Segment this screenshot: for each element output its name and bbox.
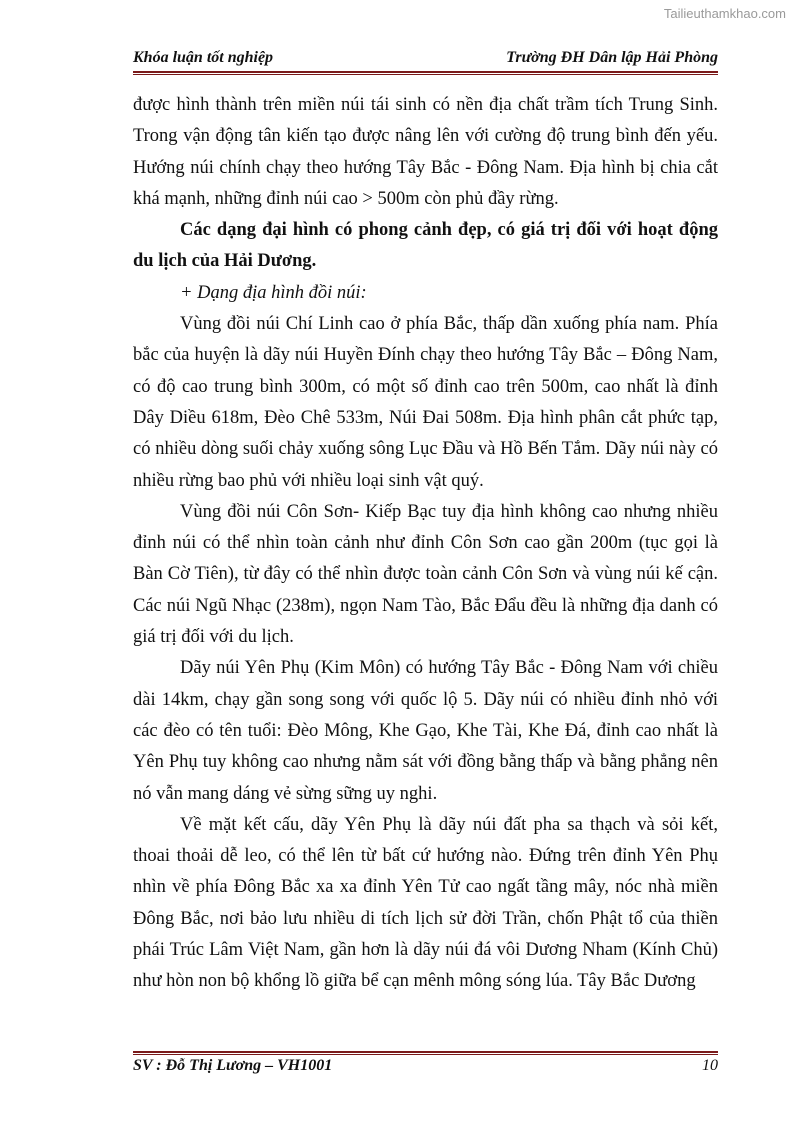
header-divider <box>133 71 718 75</box>
footer-student: SV : Đỗ Thị Lương – VH1001 <box>133 1057 333 1074</box>
header-university: Trường ĐH Dân lập Hải Phòng <box>506 49 718 66</box>
paragraph: Về mặt kết cấu, dãy Yên Phụ là dãy núi đất pha sa thạch và sỏi kết, thoai thoải dễ leo, có thể lên từ bất cứ hướng nào. Đứng trên đỉnh Yên Phụ nhìn về phía Đông Bắc xa xa đỉnh Yên Tử cao ngất tầng mây, nóc nhà miền Đông Bắc, nơi bảo lưu nhiều di tích lịch sử đời Trần, chốn Phật tổ của thiền phái Trúc Lâm Việt Nam, gần hơn là dãy núi đá vôi Dương Nham (Kính Chủ) như hòn non bộ khổng lồ giữa bể cạn mênh mông sóng lúa. Tây Bắc Dương <box>133 814 718 992</box>
subsection-heading: + Dạng địa hình đồi núi: <box>180 282 367 303</box>
paragraph: Vùng đồi núi Chí Linh cao ở phía Bắc, thấp dần xuống phía nam. Phía bắc của huyện là dãy núi Huyền Đính chạy theo hướng Tây Bắc – Đông Nam, có độ cao trung bình 300m, có một số đỉnh cao trên 500m, cao nhất là đỉnh Dây Diều 618m, Đèo Chê 533m, Núi Đai 508m. Địa hình phân cắt phức tạp, có nhiều dòng suối chảy xuống sông Lục Đầu và Hồ Bến Tắm. Dãy núi này có nhiều rừng bao phủ với nhiều loại sinh vật quý. <box>133 314 718 491</box>
page-footer <box>133 1057 718 1075</box>
header-thesis-label: Khóa luận tốt nghiệp <box>133 49 274 66</box>
paragraph: Dãy núi Yên Phụ (Kim Môn) có hướng Tây Bắc - Đông Nam với chiều dài 14km, chạy gần song song với quốc lộ 5. Dãy núi có nhiều đỉnh nhỏ với các đèo có tên tuổi: Đèo Mông, Khe Gạo, Khe Tài, Khe Đá, đỉnh cao nhất là Yên Phụ tuy không cao nhưng nằm sát với đồng bằng thấp và bằng phẳng nên nó vẫn mang dáng vẻ sừng sững uy nghi. <box>133 658 718 804</box>
paragraph-continuation: được hình thành trên miền núi tái sinh có nền địa chất trầm tích Trung Sinh. Trong vận động tân kiến tạo được nâng lên với cường độ trung bình đến yếu. Hướng núi chính chạy theo hướng Tây Bắc - Đông Nam. Địa hình bị chia cắt khá mạnh, những đỉnh núi cao > 500m còn phủ đầy rừng. <box>133 95 718 209</box>
page-number: 10 <box>702 1057 718 1074</box>
page-header <box>133 49 718 67</box>
watermark: Tailieuthamkhao.com <box>663 6 786 21</box>
document-body <box>133 90 718 998</box>
footer-divider <box>133 1051 718 1055</box>
paragraph: Vùng đồi núi Côn Sơn- Kiếp Bạc tuy địa hình không cao nhưng nhiều đỉnh núi có thể nhìn toàn cảnh như đỉnh Côn Sơn cao gần 200m (tục gọi là Bàn Cờ Tiên), từ đây có thể nhìn được toàn cảnh Côn Sơn và vùng núi kế cận. Các núi Ngũ Nhạc (238m), ngọn Nam Tào, Bắc Đẩu đều là những địa danh có giá trị đối với du lịch. <box>133 501 718 648</box>
section-heading: Các dạng đại hình có phong cảnh đẹp, có giá trị đối với hoạt động du lịch của Hải Dương. <box>133 220 718 272</box>
